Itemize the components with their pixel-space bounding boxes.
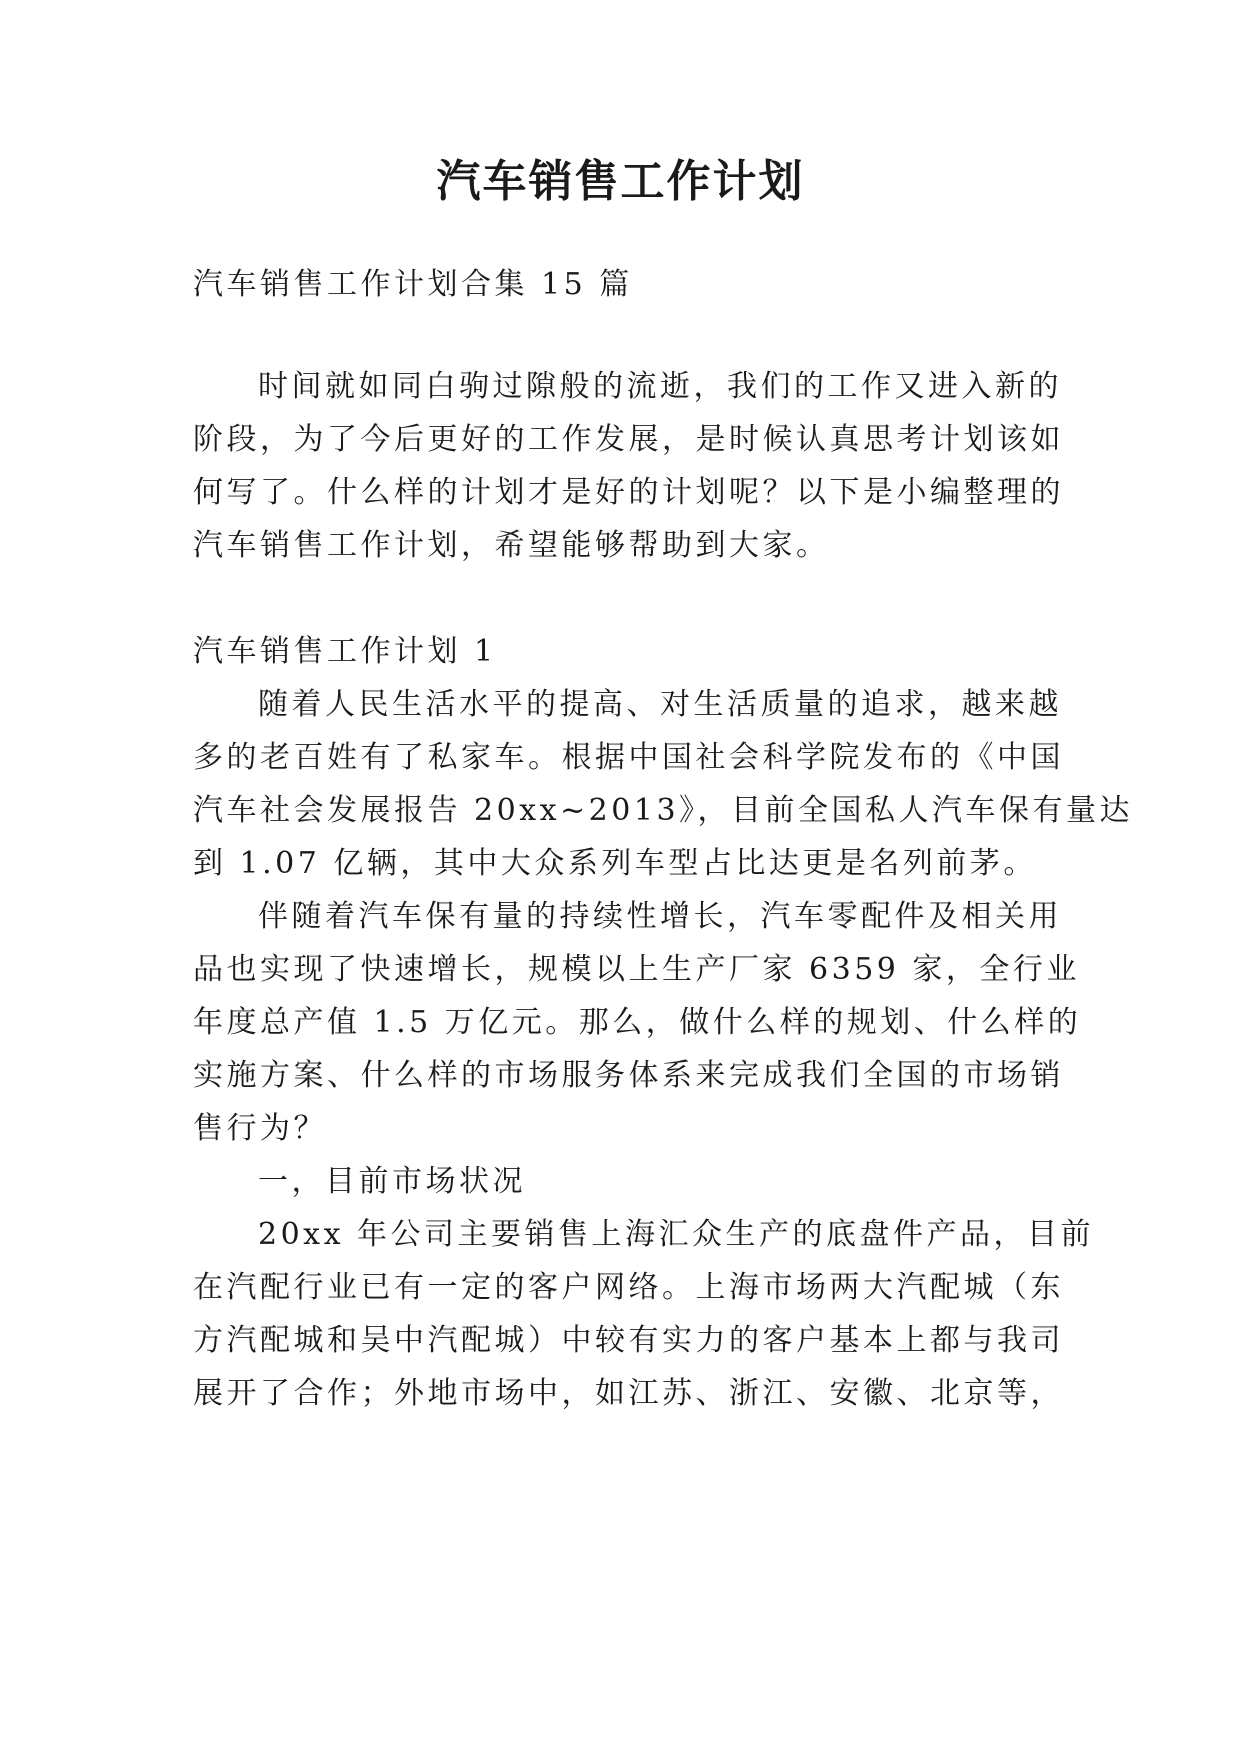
intro-line-4: 汽车销售工作计划，希望能够帮助到大家。 [193,528,830,563]
subheading-market-status: 一，目前市场状况 [258,1164,526,1199]
intro-line-2: 阶段，为了今后更好的工作发展，是时候认真思考计划该如 [193,422,1064,457]
intro-line-1: 时间就如同白驹过隙般的流逝，我们的工作又进入新的 [258,369,1062,404]
document-subtitle: 汽车销售工作计划合集 15 篇 [193,267,633,302]
intro-line-3: 何写了。什么样的计划才是好的计划呢？以下是小编整理的 [193,475,1064,510]
document-title: 汽车销售工作计划 [436,156,805,207]
paragraph3-line-4: 展开了合作；外地市场中，如江苏、浙江、安徽、北京等， [193,1376,1064,1411]
paragraph1-line-3: 汽车社会发展报告 20xx~2013》，目前全国私人汽车保有量达 [193,793,1134,828]
section-heading: 汽车销售工作计划 1 [193,634,497,669]
paragraph2-line-2: 品也实现了快速增长，规模以上生产厂家 6359 家，全行业 [193,952,1080,987]
paragraph3-line-2: 在汽配行业已有一定的客户网络。上海市场两大汽配城（东 [193,1270,1064,1305]
paragraph1-line-4: 到 1.07 亿辆，其中大众系列车型占比达更是名列前茅。 [193,846,1037,881]
paragraph3-line-1: 20xx 年公司主要销售上海汇众生产的底盘件产品，目前 [258,1217,1095,1252]
paragraph2-line-1: 伴随着汽车保有量的持续性增长，汽车零配件及相关用 [258,899,1062,934]
paragraph2-line-3: 年度总产值 1.5 万亿元。那么，做什么样的规划、什么样的 [193,1005,1082,1040]
paragraph1-line-2: 多的老百姓有了私家车。根据中国社会科学院发布的《中国 [193,740,1064,775]
paragraph3-line-3: 方汽配城和吴中汽配城）中较有实力的客户基本上都与我司 [193,1323,1064,1358]
paragraph1-line-1: 随着人民生活水平的提高、对生活质量的追求，越来越 [258,687,1062,722]
paragraph2-line-5: 售行为？ [193,1111,327,1146]
paragraph2-line-4: 实施方案、什么样的市场服务体系来完成我们全国的市场销 [193,1058,1064,1093]
